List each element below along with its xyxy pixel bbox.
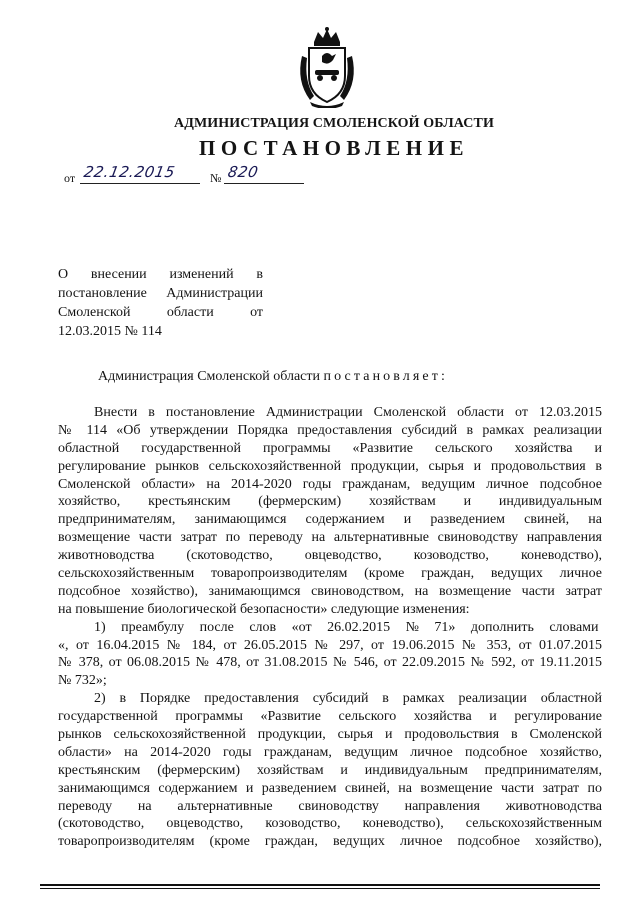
body-line: хозяйство, крестьянским (фермерским) хозяйствам и индивидуальным	[58, 494, 602, 510]
body-line: предпринимателям, занимающимся содержанием и разведением свиней, на	[58, 512, 602, 528]
body-line: № 114 «Об утверждении Порядка предоставления субсидий в рамках реализации	[58, 422, 602, 438]
document-type-title: ПОСТАНОВЛЕНИЕ	[199, 136, 469, 160]
document-body	[58, 404, 602, 851]
date-prefix: от	[64, 171, 76, 185]
body-line: занимающимся содержанием и разведением свиней, на возмещение части затрат по	[58, 780, 602, 796]
number-underline	[224, 183, 304, 184]
body-line: «, от 16.04.2015 № 184, от 26.05.2015 № 297, от 19.06.2015 № 353, от 01.07.2015	[58, 637, 602, 653]
body-line: областной государственной программы «Развитие сельского хозяйства и	[58, 440, 602, 456]
date-underline	[80, 183, 200, 184]
body-line: рынков сельскохозяйственной продукции, сырья и продовольствия в Смоленской	[58, 727, 602, 743]
preamble-spaced-word: постановляет:	[323, 369, 448, 384]
number-prefix: №	[210, 171, 222, 185]
subject-line: 12.03.2015 № 114	[58, 324, 162, 339]
preamble-text: Администрация Смоленской области	[98, 369, 324, 384]
subject-line: Смоленской области от	[58, 305, 263, 320]
body-line: регулирование рынков сельскохозяйственной продукции, сырья и продовольствия в	[58, 458, 602, 474]
footer-rule-thin	[40, 888, 600, 889]
body-line: (скотоводство, овцеводство, козоводство, коневодство), сельскохозяйственным	[58, 816, 602, 832]
subject-line: постановление Администрации	[58, 286, 263, 301]
body-line: переводу на альтернативные свиноводству направления животноводства	[58, 798, 602, 814]
body-line: животноводства (скотоводство, овцеводство, козоводство, коневодство),	[58, 548, 602, 564]
organization-title: АДМИНИСТРАЦИЯ СМОЛЕНСКОЙ ОБЛАСТИ	[174, 116, 494, 131]
document-subject	[58, 265, 263, 341]
body-line: области» на 2014-2020 годы гражданам, ведущим личное подсобное хозяйство,	[58, 744, 602, 760]
body-line: на повышение биологической безопасности» следующие изменения:	[58, 601, 470, 617]
body-line: крестьянским (фермерским) хозяйствам и индивидуальным предпринимателям,	[58, 762, 602, 778]
handwritten-date: 22.12.2015	[82, 163, 177, 181]
body-line: 2) в Порядке предоставления субсидий в рамках реализации областной	[94, 691, 602, 707]
body-line: товаропроизводителям (кроме граждан, ведущих личное подсобное хозяйство),	[58, 834, 602, 850]
body-line: подсобное хозяйство), занимающимся свиноводством, на возмещение части затрат	[58, 583, 602, 599]
subject-line: О внесении изменений в	[58, 267, 263, 282]
handwritten-number: 820	[226, 163, 260, 181]
preamble	[98, 369, 448, 385]
body-line: Внести в постановление Администрации Смоленской области от 12.03.2015	[94, 405, 602, 420]
footer-rule-thick	[40, 884, 600, 886]
body-line: Смоленской области» на 2014-2020 годы гражданам, ведущим личное подсобное	[58, 476, 602, 492]
date-number-line	[64, 163, 324, 187]
body-line: возмещение части затрат по переводу на альтернативные свиноводству направления	[58, 530, 602, 546]
body-line: № 378, от 06.08.2015 № 478, от 31.08.2015 № 546, от 22.09.2015 № 592, от 19.11.2015	[58, 655, 602, 671]
body-line: № 732»;	[58, 673, 107, 689]
body-line: государственной программы «Развитие сельского хозяйства и регулирование	[58, 709, 602, 725]
body-line: сельскохозяйственным товаропроизводителям (кроме граждан, ведущих личное	[58, 566, 602, 582]
body-line: 1) преамбулу после слов «от 26.02.2015 № 71» дополнить словами	[94, 619, 599, 635]
smolensk-coat-of-arms-icon	[292, 26, 362, 108]
